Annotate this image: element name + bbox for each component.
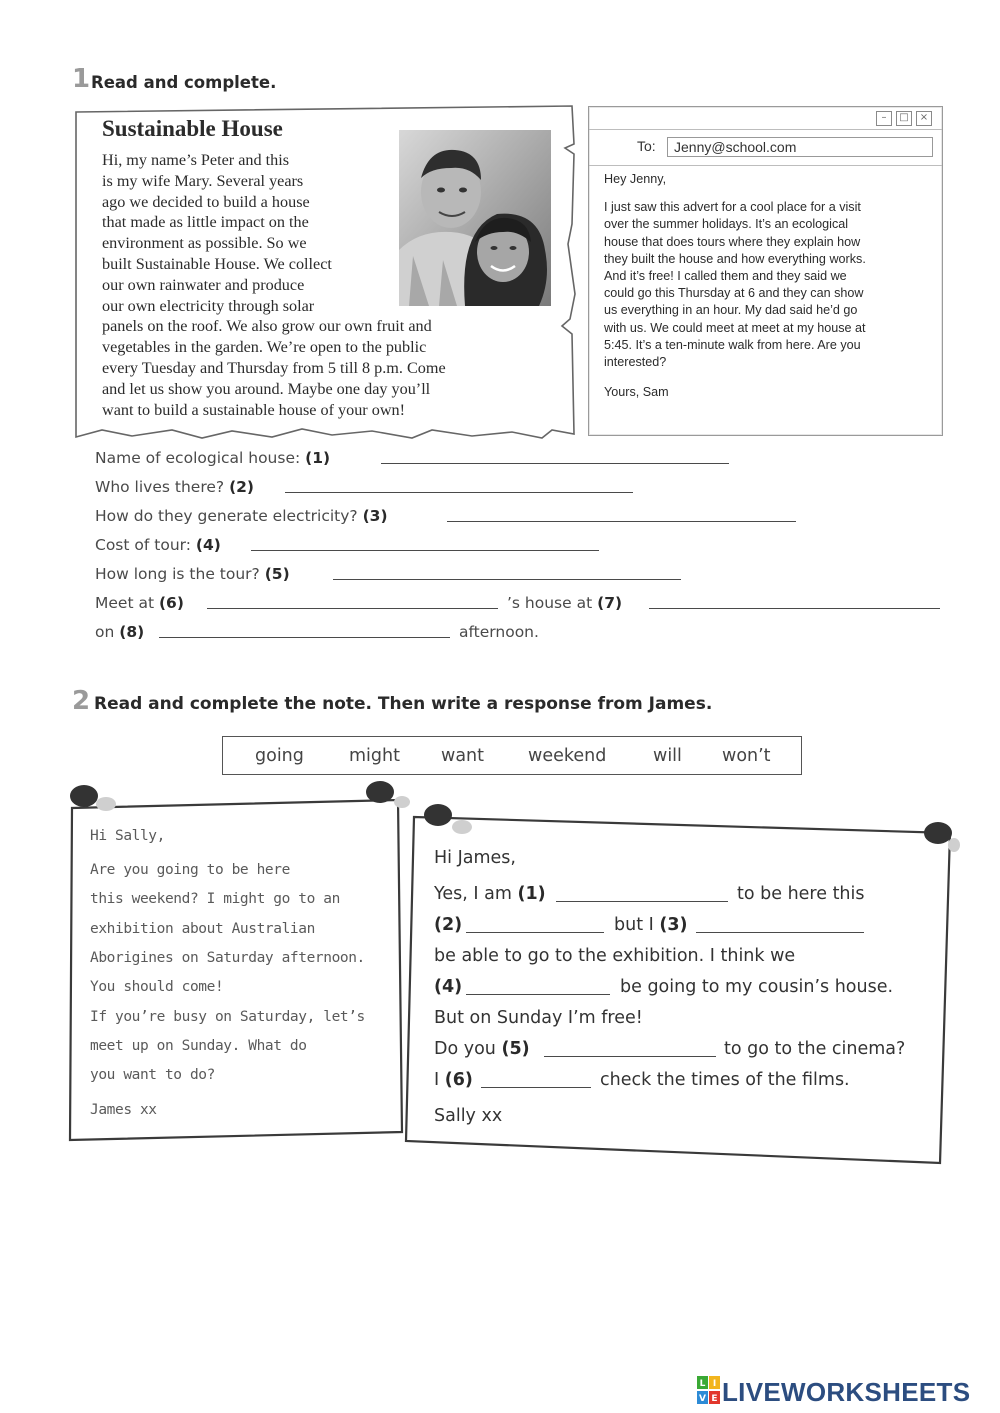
question-text: Meet at — [95, 594, 155, 612]
question-text: How do they generate electricity? — [95, 507, 358, 525]
note-2-line-1b: to be here this — [737, 884, 865, 904]
section-2-title: Read and complete the note. Then write a response from James. — [94, 694, 713, 714]
advert-line: our own electricity through solar — [102, 296, 315, 315]
question-number: (3) — [362, 507, 388, 525]
email-line: house that does tours where they explain how — [604, 234, 861, 249]
question-3 — [95, 507, 388, 525]
pin-icon — [424, 804, 452, 826]
note-gap-4[interactable] — [466, 994, 610, 995]
question-number: (7) — [597, 594, 623, 612]
note-2-text: Yes, I am — [434, 884, 512, 904]
note-1-line: You should come! — [90, 979, 224, 995]
note-2-greeting: Hi James, — [434, 848, 516, 868]
email-line: over the summer holidays. It’s an ecological — [604, 217, 849, 232]
note-2-line-2a — [614, 915, 688, 935]
liveworksheets-logo-text[interactable]: LIVEWORKSHEETS — [722, 1377, 971, 1407]
advert-line: is my wife Mary. Several years — [102, 171, 304, 190]
gap-number: (4) — [434, 977, 463, 997]
note-1-line: this weekend? I might go to an — [90, 891, 340, 907]
note-2-line-4: be going to my cousin’s house. — [620, 977, 894, 997]
note-2-gap-4-label — [434, 977, 462, 997]
question-number: (4) — [195, 536, 221, 554]
email-body — [604, 171, 934, 401]
gap-number: (2) — [434, 915, 463, 935]
section-2-number: 2 — [72, 686, 91, 716]
section-1-number: 1 — [72, 64, 91, 94]
note-2-line-7a — [434, 1070, 473, 1090]
email-line: they built the house and how everything works. — [604, 251, 866, 266]
question-text: on — [95, 623, 115, 641]
answer-blank-2[interactable] — [285, 492, 633, 493]
note-2-line-6a — [434, 1039, 530, 1059]
close-icon[interactable]: × — [916, 111, 932, 126]
word-bank — [222, 736, 802, 775]
email-line: with us. We could meet at meet at my house at — [604, 320, 866, 335]
question-text: ’s house at — [507, 594, 593, 612]
email-greeting: Hey Jenny, — [604, 172, 667, 186]
note-2-line-3: be able to go to the exhibition. I think we — [434, 946, 796, 966]
advert-card — [78, 110, 578, 435]
question-number: (6) — [158, 594, 184, 612]
question-1 — [95, 449, 330, 467]
question-5 — [95, 565, 290, 583]
advert-text — [102, 150, 446, 420]
gap-number: (1) — [517, 884, 546, 904]
note-1-signoff: James xx — [90, 1102, 157, 1118]
word-weekend: weekend — [528, 746, 607, 766]
note-2-text: but I — [614, 915, 654, 935]
note-gap-1[interactable] — [556, 901, 728, 902]
email-line: could go this Thursday at 6 and they can show — [604, 286, 864, 301]
word-wont: won’t — [722, 746, 771, 766]
question-number: (8) — [119, 623, 145, 641]
advert-line: built Sustainable House. We collect — [102, 254, 332, 273]
advert-line: that made as little impact on the — [102, 213, 309, 232]
email-titlebar — [589, 107, 942, 130]
word-going: going — [255, 746, 304, 766]
note-2-line-1a — [434, 884, 546, 904]
note-1-line: exhibition about Australian — [90, 921, 315, 937]
couple-photo — [399, 130, 551, 306]
email-to-field[interactable]: Jenny@school.com — [667, 137, 933, 157]
note-1-line: you want to do? — [90, 1067, 215, 1083]
note-gap-2[interactable] — [466, 932, 604, 933]
svg-text:V: V — [699, 1394, 706, 1404]
note-2-line-7b: check the times of the films. — [600, 1070, 850, 1090]
email-signoff: Yours, Sam — [604, 385, 669, 400]
word-want: want — [441, 746, 484, 766]
gap-number: (3) — [659, 915, 688, 935]
question-6 — [95, 594, 184, 612]
note-2-gap-2-label — [434, 915, 462, 935]
advert-line: Hi, my name’s Peter and this — [102, 151, 290, 169]
svg-text:E: E — [711, 1394, 718, 1404]
advert-line: and let us show you around. Maybe one day you’ll — [102, 379, 431, 398]
liveworksheets-logo-icon — [697, 1374, 721, 1406]
answer-blank-5[interactable] — [333, 579, 681, 580]
pin-icon — [924, 822, 952, 844]
maximize-icon[interactable]: □ — [896, 111, 912, 126]
answer-blank-1[interactable] — [381, 463, 729, 464]
advert-line: panels on the roof. We also grow our own fruit and — [102, 317, 432, 336]
question-7 — [507, 594, 622, 612]
note-1-line: Hi Sally, — [90, 828, 165, 844]
note-2-text: Do you — [434, 1039, 496, 1059]
advert-line: want to build a sustainable house of your own! — [102, 400, 406, 419]
gap-number: (5) — [501, 1039, 530, 1059]
advert-line: ago we decided to build a house — [102, 192, 310, 211]
note-2-signoff: Sally xx — [434, 1106, 503, 1126]
answer-blank-8[interactable] — [159, 637, 450, 638]
note-gap-6[interactable] — [481, 1087, 591, 1088]
section-1-title: Read and complete. — [91, 73, 277, 92]
email-divider — [589, 165, 942, 166]
note-2-line-6b: to go to the cinema? — [724, 1039, 906, 1059]
answer-blank-7[interactable] — [649, 608, 940, 609]
email-line: And it’s free! I called them and they said we — [604, 269, 847, 284]
note-2-line-5: But on Sunday I’m free! — [434, 1008, 643, 1028]
answer-blank-6[interactable] — [207, 608, 498, 609]
question-8-end: afternoon. — [459, 623, 539, 641]
advert-line: every Tuesday and Thursday from 5 till 8 p.m. Come — [102, 358, 446, 377]
pin-icon — [366, 781, 394, 803]
email-line: 5:45. It’s a ten-minute walk from here. Are you — [604, 337, 861, 352]
answer-blank-3[interactable] — [447, 521, 796, 522]
answer-blank-4[interactable] — [251, 550, 599, 551]
advert-line: environment as possible. So we — [102, 234, 307, 253]
email-window — [588, 106, 943, 436]
question-4 — [95, 536, 221, 554]
advert-title: Sustainable House — [102, 116, 283, 141]
svg-text:L: L — [699, 1379, 706, 1389]
question-8 — [95, 623, 144, 641]
note-2-text: I — [434, 1070, 440, 1090]
question-number: (5) — [264, 565, 290, 583]
email-line: interested? — [604, 355, 667, 370]
email-line: I just saw this advert for a cool place for a visit — [604, 200, 861, 215]
question-2 — [95, 478, 254, 496]
question-text: How long is the tour? — [95, 565, 260, 583]
question-text: Who lives there? — [95, 478, 225, 496]
minimize-icon[interactable]: – — [876, 111, 892, 126]
email-line: us everything in an hour. My dad said he’d go — [604, 303, 858, 318]
question-number: (2) — [229, 478, 255, 496]
advert-line: vegetables in the garden. We’re open to the public — [102, 338, 427, 357]
question-text: Name of ecological house: — [95, 449, 301, 467]
gap-number: (6) — [444, 1070, 473, 1090]
email-to-label: To: — [637, 138, 656, 154]
note-gap-5[interactable] — [544, 1056, 716, 1057]
word-will: will — [653, 746, 682, 766]
pin-icon — [70, 785, 98, 807]
question-number: (1) — [305, 449, 331, 467]
question-text: Cost of tour: — [95, 536, 191, 554]
note-1-line: Are you going to be here — [90, 862, 290, 878]
word-might: might — [349, 746, 400, 766]
note-gap-3[interactable] — [696, 932, 864, 933]
note-1-line: meet up on Sunday. What do — [90, 1038, 307, 1054]
note-1-line: If you’re busy on Saturday, let’s — [90, 1009, 365, 1025]
advert-line: our own rainwater and produce — [102, 275, 305, 294]
note-1-line: Aborigines on Saturday afternoon. — [90, 950, 365, 966]
svg-text:I: I — [712, 1379, 717, 1389]
